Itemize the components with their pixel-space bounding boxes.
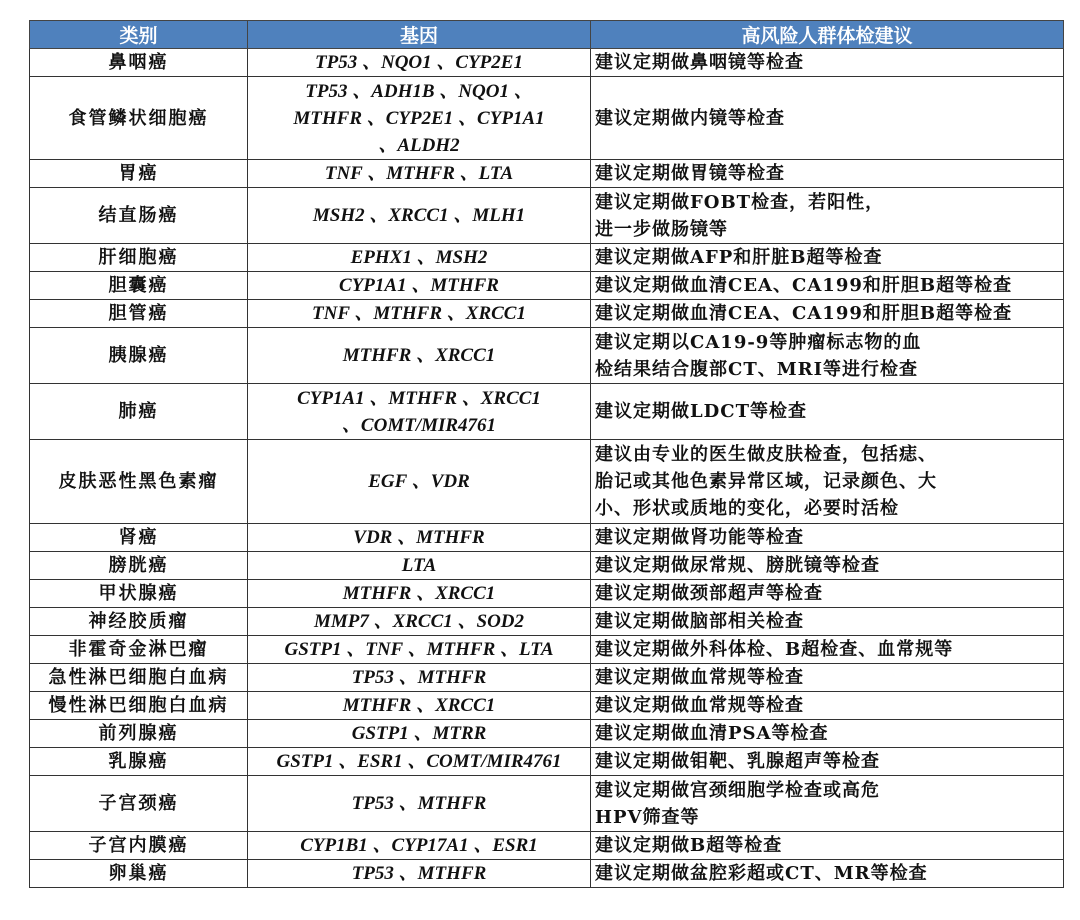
screening-advice-cell: 建议由专业的医生做皮肤检查，包括痣、 胎记或其他色素异常区域，记录颜色、大 小、形状或质地的变化，必要时活检 <box>591 440 1064 524</box>
screening-advice-cell: 建议定期做血清CEA、CA199和肝胆B超等检查 <box>591 272 1064 300</box>
gene-list-cell: MSH2 、XRCC1 、MLH1 <box>248 188 591 244</box>
screening-advice-cell: 建议定期做颈部超声等检查 <box>591 580 1064 608</box>
table-row <box>30 244 1064 272</box>
gene-list-cell: TP53 、MTHFR <box>248 664 591 692</box>
table-row <box>30 524 1064 552</box>
cancer-type-cell: 胃癌 <box>30 160 248 188</box>
screening-advice-cell: 建议定期做内镜等检查 <box>591 77 1064 160</box>
screening-advice-cell: 建议定期做LDCT等检查 <box>591 384 1064 440</box>
table-row <box>30 49 1064 77</box>
cancer-type-cell: 急性淋巴细胞白血病 <box>30 664 248 692</box>
cancer-type-cell: 神经胶质瘤 <box>30 608 248 636</box>
cancer-screening-table <box>29 20 1064 888</box>
table-row <box>30 608 1064 636</box>
screening-advice-cell: 建议定期做尿常规、膀胱镜等检查 <box>591 552 1064 580</box>
cancer-type-cell: 非霍奇金淋巴瘤 <box>30 636 248 664</box>
cancer-type-cell: 慢性淋巴细胞白血病 <box>30 692 248 720</box>
table-row <box>30 328 1064 384</box>
table-row <box>30 440 1064 524</box>
screening-advice-cell: 建议定期做鼻咽镜等检查 <box>591 49 1064 77</box>
gene-list-cell: TP53 、MTHFR <box>248 776 591 832</box>
gene-list-cell: MTHFR 、XRCC1 <box>248 328 591 384</box>
gene-list-cell: GSTP1 、ESR1 、COMT/MIR4761 <box>248 748 591 776</box>
cancer-type-cell: 胰腺癌 <box>30 328 248 384</box>
table-row <box>30 636 1064 664</box>
table-row <box>30 188 1064 244</box>
screening-advice-cell: 建议定期做宫颈细胞学检查或高危 HPV筛查等 <box>591 776 1064 832</box>
table-row <box>30 748 1064 776</box>
gene-list-cell: TNF 、MTHFR 、XRCC1 <box>248 300 591 328</box>
screening-advice-cell: 建议定期做胃镜等检查 <box>591 160 1064 188</box>
gene-list-cell: CYP1A1 、MTHFR <box>248 272 591 300</box>
table-row <box>30 580 1064 608</box>
cancer-type-cell: 膀胱癌 <box>30 552 248 580</box>
cancer-type-cell: 胆囊癌 <box>30 272 248 300</box>
cancer-type-cell: 皮肤恶性黑色素瘤 <box>30 440 248 524</box>
gene-list-cell: LTA <box>248 552 591 580</box>
screening-advice-cell: 建议定期以CA19-9等肿瘤标志物的血 检结果结合腹部CT、MRI等进行检查 <box>591 328 1064 384</box>
table-row <box>30 552 1064 580</box>
screening-advice-cell: 建议定期做脑部相关检查 <box>591 608 1064 636</box>
header-advice: 高风险人群体检建议 <box>591 21 1064 49</box>
gene-list-cell: MTHFR 、XRCC1 <box>248 692 591 720</box>
cancer-type-cell: 肾癌 <box>30 524 248 552</box>
cancer-type-cell: 子宫内膜癌 <box>30 832 248 860</box>
table-body <box>30 49 1064 888</box>
table-row <box>30 832 1064 860</box>
gene-list-cell: TP53 、MTHFR <box>248 860 591 888</box>
screening-advice-cell: 建议定期做血常规等检查 <box>591 692 1064 720</box>
table-row <box>30 384 1064 440</box>
screening-advice-cell: 建议定期做AFP和肝脏B超等检查 <box>591 244 1064 272</box>
screening-advice-cell: 建议定期做肾功能等检查 <box>591 524 1064 552</box>
gene-list-cell: CYP1A1 、MTHFR 、XRCC1 、COMT/MIR4761 <box>248 384 591 440</box>
gene-list-cell: GSTP1 、TNF 、MTHFR 、LTA <box>248 636 591 664</box>
cancer-type-cell: 子宫颈癌 <box>30 776 248 832</box>
gene-list-cell: GSTP1 、MTRR <box>248 720 591 748</box>
screening-advice-cell: 建议定期做盆腔彩超或CT、MR等检查 <box>591 860 1064 888</box>
cancer-type-cell: 乳腺癌 <box>30 748 248 776</box>
cancer-type-cell: 食管鳞状细胞癌 <box>30 77 248 160</box>
header-category: 类别 <box>30 21 248 49</box>
table-row <box>30 720 1064 748</box>
gene-list-cell: MTHFR 、XRCC1 <box>248 580 591 608</box>
gene-list-cell: TP53 、NQO1 、CYP2E1 <box>248 49 591 77</box>
screening-advice-cell: 建议定期做血清CEA、CA199和肝胆B超等检查 <box>591 300 1064 328</box>
gene-list-cell: MMP7 、XRCC1 、SOD2 <box>248 608 591 636</box>
cancer-type-cell: 卵巢癌 <box>30 860 248 888</box>
header-gene: 基因 <box>248 21 591 49</box>
gene-list-cell: EPHX1 、MSH2 <box>248 244 591 272</box>
cancer-type-cell: 肺癌 <box>30 384 248 440</box>
table-row <box>30 77 1064 160</box>
table-row <box>30 664 1064 692</box>
table-row <box>30 776 1064 832</box>
cancer-type-cell: 鼻咽癌 <box>30 49 248 77</box>
screening-advice-cell: 建议定期做血清PSA等检查 <box>591 720 1064 748</box>
screening-advice-cell: 建议定期做FOBT检查，若阳性， 进一步做肠镜等 <box>591 188 1064 244</box>
screening-advice-cell: 建议定期做血常规等检查 <box>591 664 1064 692</box>
cancer-type-cell: 前列腺癌 <box>30 720 248 748</box>
gene-list-cell: TP53 、ADH1B 、NQO1 、 MTHFR 、CYP2E1 、CYP1A1 、ALDH2 <box>248 77 591 160</box>
screening-advice-cell: 建议定期做钼靶、乳腺超声等检查 <box>591 748 1064 776</box>
cancer-type-cell: 甲状腺癌 <box>30 580 248 608</box>
table-row <box>30 692 1064 720</box>
cancer-type-cell: 结直肠癌 <box>30 188 248 244</box>
screening-advice-cell: 建议定期做B超等检查 <box>591 832 1064 860</box>
gene-list-cell: EGF 、VDR <box>248 440 591 524</box>
table-row <box>30 300 1064 328</box>
gene-list-cell: TNF 、MTHFR 、LTA <box>248 160 591 188</box>
table-header-row <box>30 21 1064 49</box>
table-row <box>30 160 1064 188</box>
gene-list-cell: CYP1B1 、CYP17A1 、ESR1 <box>248 832 591 860</box>
table-row <box>30 860 1064 888</box>
screening-table-container <box>29 20 1063 888</box>
gene-list-cell: VDR 、MTHFR <box>248 524 591 552</box>
screening-advice-cell: 建议定期做外科体检、B超检查、血常规等 <box>591 636 1064 664</box>
cancer-type-cell: 胆管癌 <box>30 300 248 328</box>
cancer-type-cell: 肝细胞癌 <box>30 244 248 272</box>
table-row <box>30 272 1064 300</box>
